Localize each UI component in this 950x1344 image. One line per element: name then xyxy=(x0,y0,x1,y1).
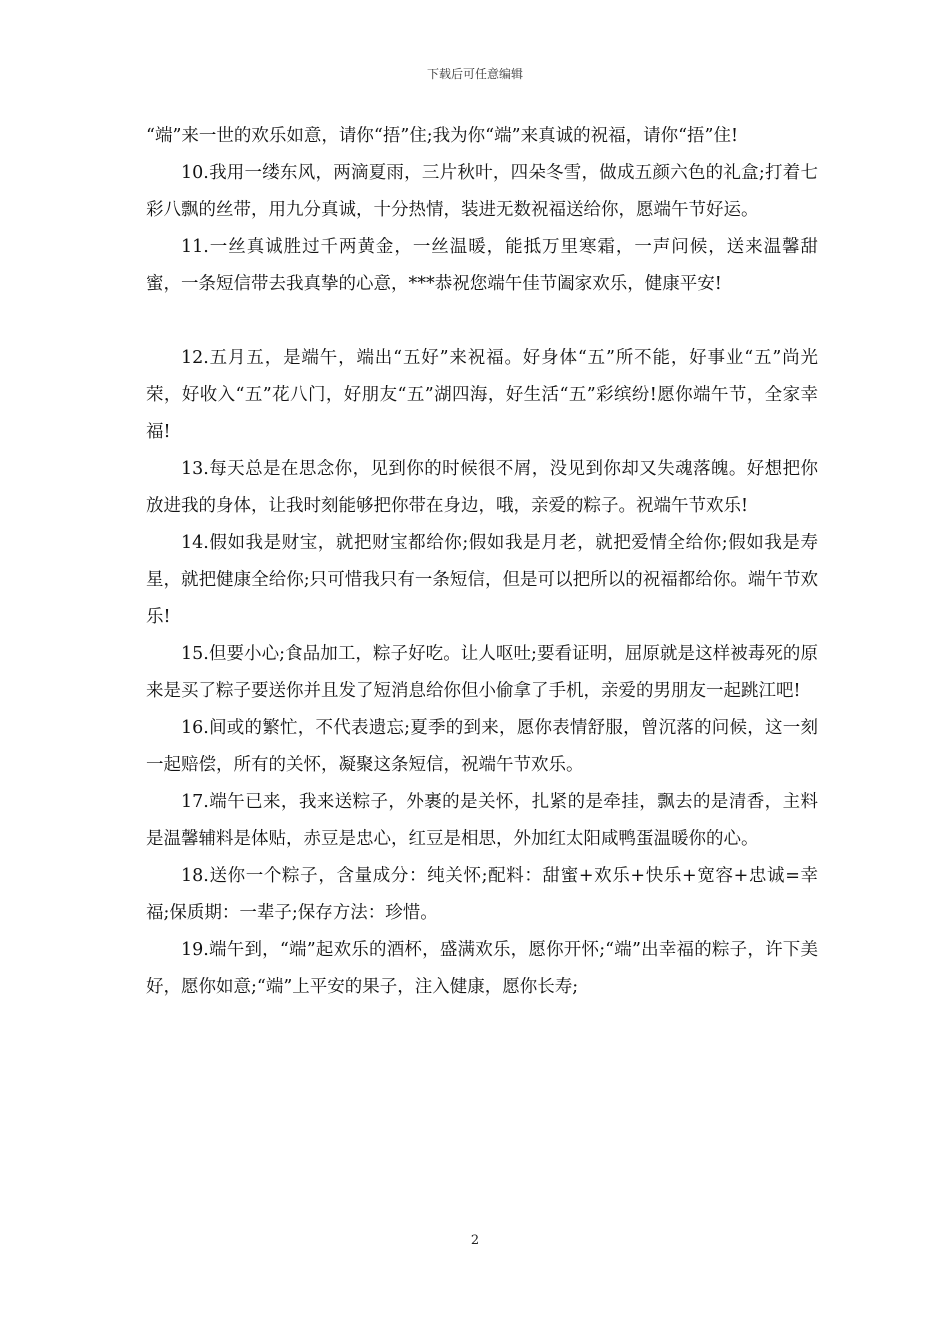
document-body xyxy=(146,118,818,1006)
paragraph-18: 18.送你一个粽子，含量成分：纯关怀;配料：甜蜜+欢乐+快乐+宽容+忠诚=幸福;保质期：一辈子;保存方法：珍惜。 xyxy=(146,866,818,923)
paragraph-11: 11.一丝真诚胜过千两黄金，一丝温暖，能抵万里寒霜，一声问候，送来温馨甜蜜，一条短信带去我真挚的心意，***恭祝您端午佳节阖家欢乐，健康平安! xyxy=(146,237,818,294)
paragraph-12: 12.五月五，是端午，端出“五好”来祝福。好身体“五”所不能，好事业“五”尚光荣，好收入“五”花八门，好朋友“五”湖四海，好生活“五”彩缤纷!愿你端午节，全家幸福! xyxy=(146,348,818,442)
paragraph-16: 16.间或的繁忙，不代表遗忘;夏季的到来，愿你表情舒服，曾沉落的问候，这一刻一起赔偿，所有的关怀，凝聚这条短信，祝端午节欢乐。 xyxy=(146,718,818,775)
page-header: 下载后可任意编辑 xyxy=(426,67,523,81)
paragraph-continued: “端”来一世的欢乐如意，请你“捂”住;我为你“端”来真诚的祝福，请你“捂”住! xyxy=(146,126,738,146)
paragraph-14: 14.假如我是财宝，就把财宝都给你;假如我是月老，就把爱情全给你;假如我是寿星，就把健康全给你;只可惜我只有一条短信，但是可以把所以的祝福都给你。端午节欢乐! xyxy=(146,533,818,627)
paragraph-15: 15.但要小心;食品加工，粽子好吃。让人呕吐;要看证明，屈原就是这样被毒死的原来是买了粽子要送你并且发了短消息给你但小偷拿了手机，亲爱的男朋友一起跳江吧! xyxy=(146,644,818,701)
paragraph-17: 17.端午已来，我来送粽子，外裹的是关怀，扎紧的是牵挂，飘去的是清香，主料是温馨辅料是体贴，赤豆是忠心，红豆是相思，外加红太阳咸鸭蛋温暖你的心。 xyxy=(146,792,818,849)
page-number: 2 xyxy=(470,1233,480,1248)
paragraph-10: 10.我用一缕东风，两滴夏雨，三片秋叶，四朵冬雪，做成五颜六色的礼盒;打着七彩八飘的丝带，用九分真诚，十分热情，装进无数祝福送给你，愿端午节好运。 xyxy=(146,163,818,220)
paragraph-19: 19.端午到，“端”起欢乐的酒杯，盛满欢乐，愿你开怀;“端”出幸福的粽子，许下美好，愿你如意;“端”上平安的果子，注入健康，愿你长寿; xyxy=(146,940,818,997)
paragraph-13: 13.每天总是在思念你，见到你的时候很不屑，没见到你却又失魂落魄。好想把你放进我的身体，让我时刻能够把你带在身边，哦，亲爱的粽子。祝端午节欢乐! xyxy=(146,459,818,516)
